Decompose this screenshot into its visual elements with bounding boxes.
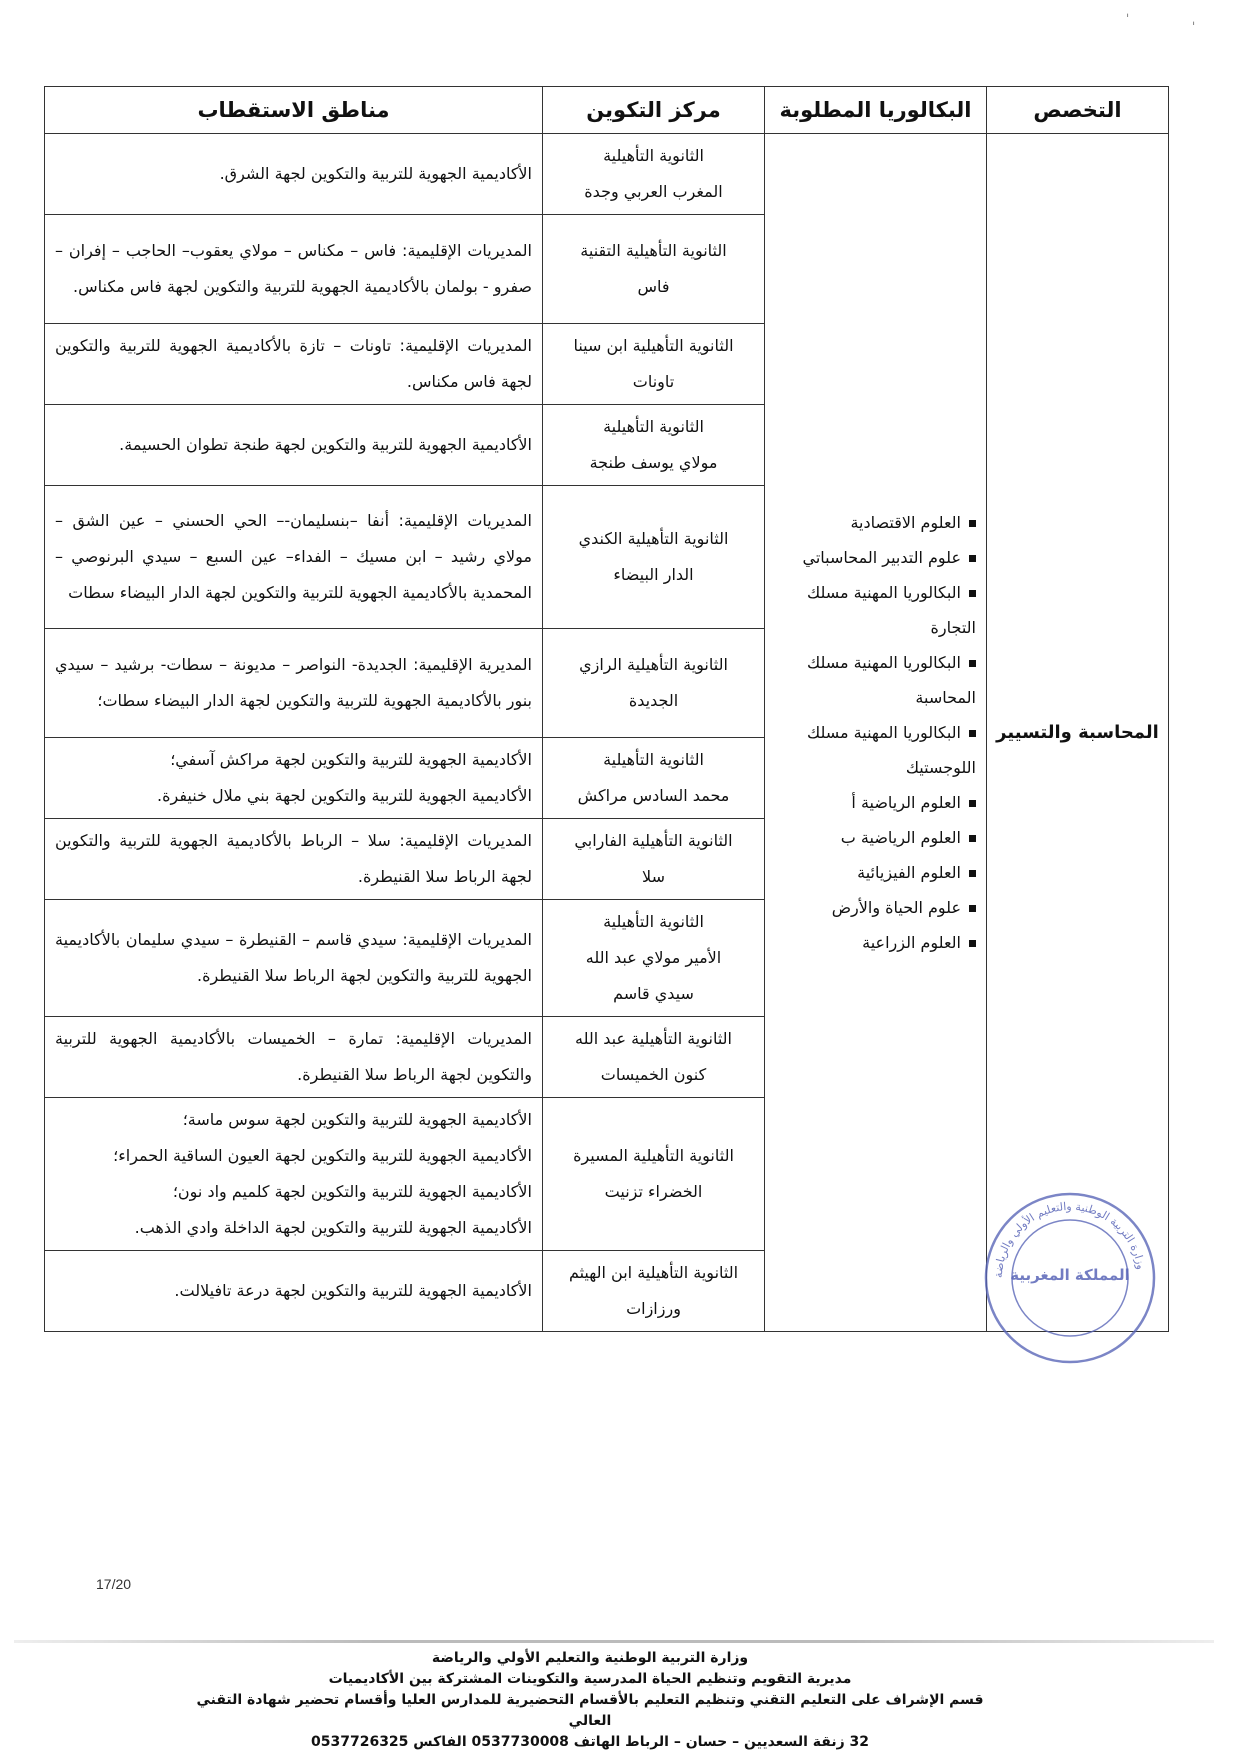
center-line: كنون الخميسات <box>600 1065 707 1084</box>
zone-line: الأكاديمية الجهوية للتربية والتكوين لجهة العيون الساقية الحمراء؛ <box>113 1146 532 1165</box>
center-line: الثانوية التأهيلية الرازي <box>579 655 728 674</box>
bullet-square-icon <box>969 730 976 737</box>
list-item <box>775 785 976 820</box>
bullet-square-icon <box>969 590 976 597</box>
center-line: الثانوية التأهيلية ابن الهيثم <box>568 1263 739 1282</box>
center-line: ورزازات <box>626 1299 681 1318</box>
bullet-square-icon <box>969 835 976 842</box>
center-line: الثانوية التأهيلية التقنية <box>580 241 727 260</box>
bac-label: البكالوريا المهنية مسلك المحاسبة <box>806 653 976 707</box>
center-line: الخضراء تزنيت <box>604 1182 703 1201</box>
zone-line: الأكاديمية الجهوية للتربية والتكوين لجهة كلميم واد نون؛ <box>172 1182 532 1201</box>
header-baccalaureate: البكالوريا المطلوبة <box>765 87 987 134</box>
footer-directorate: مديرية التقويم وتنظيم الحياة المدرسية والتكوينات المشتركة بين الأكاديميات <box>328 1671 852 1687</box>
bullet-square-icon <box>969 940 976 947</box>
center-line: تاونات <box>632 372 675 391</box>
bullet-square-icon <box>969 555 976 562</box>
center-cell <box>543 1098 765 1251</box>
bullet-square-icon <box>969 660 976 667</box>
bac-label: العلوم الفيزيائية <box>857 863 961 882</box>
center-line: الأمير مولاي عبد الله <box>585 948 722 967</box>
list-item <box>775 645 976 715</box>
zones-cell <box>45 738 543 819</box>
center-line: المغرب العربي وجدة <box>584 182 723 201</box>
bac-label: علوم التدبير المحاسباتي <box>802 548 961 567</box>
header-specialty: التخصص <box>987 87 1169 134</box>
zone-line: المديريات الإقليمية: سيدي قاسم – القنيطرة – سيدي سليمان بالأكاديمية الجهوية للتربية والتكوين لجهة الرباط سلا القنيطرة. <box>55 930 532 985</box>
center-line: سيدي قاسم <box>613 984 694 1003</box>
specialty-cell: المحاسبة والتسيير <box>987 134 1169 1332</box>
center-cell <box>543 405 765 486</box>
center-line: مولاي يوسف طنجة <box>589 453 718 472</box>
zone-line: الأكاديمية الجهوية للتربية والتكوين لجهة بني ملال خنيفرة. <box>157 786 532 805</box>
header-center: مركز التكوين <box>543 87 765 134</box>
footer-division: قسم الإشراف على التعليم التقني وتنظيم التعليم بالأقسام التحضيرية للمدارس العليا وأقسام تحضير شهادة التقني العالي <box>196 1692 984 1729</box>
zones-cell <box>45 324 543 405</box>
center-line: الدار البيضاء <box>613 565 694 584</box>
zones-cell <box>45 1017 543 1098</box>
official-stamp <box>980 1188 1160 1368</box>
zone-line: المديريات الإقليمية: تمارة – الخميسات بالأكاديمية الجهوية للتربية والتكوين لجهة الرباط سلا القنيطرة. <box>55 1029 532 1084</box>
list-item <box>775 890 976 925</box>
list-item <box>775 855 976 890</box>
bac-label: علوم الحياة والأرض <box>831 898 961 917</box>
center-cell <box>543 486 765 629</box>
center-line: محمد السادس مراكش <box>577 786 730 805</box>
center-line: الجديدة <box>628 691 679 710</box>
list-item <box>775 575 976 645</box>
zone-line: الأكاديمية الجهوية للتربية والتكوين لجهة سوس ماسة؛ <box>182 1110 532 1129</box>
zone-line: المديريات الإقليمية: فاس – مكناس – مولاي يعقوب– الحاجب – إفران – صفرو - بولمان بالأكاديمية الجهوية للتربية والتكوين لجهة فاس مكناس. <box>55 241 532 296</box>
bac-label: البكالوريا المهنية مسلك التجارة <box>806 583 976 637</box>
center-line: الثانوية التأهيلية <box>603 750 704 769</box>
zone-line: المديريات الإقليمية: سلا – الرباط بالأكاديمية الجهوية للتربية والتكوين لجهة الرباط سلا القنيطرة. <box>55 831 532 886</box>
center-line: سلا <box>642 867 665 886</box>
training-centers-table <box>44 86 1169 1332</box>
baccalaureate-cell <box>765 134 987 1332</box>
zones-cell <box>45 1098 543 1251</box>
zones-cell <box>45 900 543 1017</box>
zones-cell <box>45 486 543 629</box>
stamp-outer-text: وزارة التربية الوطنية والتعليم الأولي والرياضة <box>991 1199 1148 1279</box>
zones-cell <box>45 819 543 900</box>
center-line: الثانوية التأهيلية المسيرة <box>573 1146 734 1165</box>
center-cell <box>543 324 765 405</box>
list-item <box>775 540 976 575</box>
table-row <box>45 134 1169 215</box>
zones-cell <box>45 629 543 738</box>
footer-divider <box>14 1640 1214 1643</box>
bac-label: العلوم الزراعية <box>862 933 961 952</box>
footer-address: 32 زنقة السعديين – حسان – الرباط الهاتف 0537730008 الفاكس 0537726325 <box>311 1734 869 1750</box>
footer-ministry: وزارة التربية الوطنية والتعليم الأولي والرياضة <box>431 1650 749 1666</box>
footer <box>180 1648 1000 1753</box>
bullet-square-icon <box>969 905 976 912</box>
zone-line: الأكاديمية الجهوية للتربية والتكوين لجهة الداخلة وادي الذهب. <box>134 1218 532 1237</box>
bac-label: البكالوريا المهنية مسلك اللوجستيك <box>806 723 976 777</box>
list-item <box>775 715 976 785</box>
list-item <box>775 820 976 855</box>
center-cell <box>543 1251 765 1332</box>
zones-cell <box>45 1251 543 1332</box>
zone-line: المديريات الإقليمية: أنفا –بنسليمان-– الحي الحسني – عين الشق – مولاي رشيد – ابن مسيك – الفداء– عين السبع – سيدي البرنوصي – المحمدية بالأكاديمية الجهوية للتربية والتكوين لجهة الدار البيضاء سطات <box>55 511 532 602</box>
page-number: 17/20 <box>96 1576 132 1592</box>
center-cell <box>543 134 765 215</box>
center-line: الثانوية التأهيلية ابن سينا <box>573 336 734 355</box>
center-cell <box>543 629 765 738</box>
bullet-square-icon <box>969 520 976 527</box>
center-cell <box>543 1017 765 1098</box>
bullet-square-icon <box>969 870 976 877</box>
zone-line: الأكاديمية الجهوية للتربية والتكوين لجهة مراكش آسفي؛ <box>170 750 532 769</box>
center-cell <box>543 738 765 819</box>
center-line: الثانوية التأهيلية الفارابي <box>574 831 733 850</box>
list-item <box>775 505 976 540</box>
zone-line: الأكاديمية الجهوية للتربية والتكوين لجهة الشرق. <box>219 164 532 183</box>
zones-cell <box>45 134 543 215</box>
center-line: الثانوية التأهيلية <box>603 146 704 165</box>
bac-label: العلوم الاقتصادية <box>850 513 961 532</box>
list-item <box>775 925 976 960</box>
scan-mark: ˌ <box>1192 12 1196 26</box>
zone-line: الأكاديمية الجهوية للتربية والتكوين لجهة طنجة تطوان الحسيمة. <box>119 435 532 454</box>
zones-cell <box>45 405 543 486</box>
center-cell <box>543 819 765 900</box>
center-line: الثانوية التأهيلية <box>603 417 704 436</box>
header-zones: مناطق الاستقطاب <box>45 87 543 134</box>
table-header-row <box>45 87 1169 134</box>
bac-label: العلوم الرياضية أ <box>851 793 961 812</box>
center-line: الثانوية التأهيلية الكندي <box>578 529 729 548</box>
center-line: فاس <box>637 277 670 296</box>
zones-cell <box>45 215 543 324</box>
scan-mark: ˈ <box>1126 12 1130 26</box>
zone-line: الأكاديمية الجهوية للتربية والتكوين لجهة درعة تافيلالت. <box>174 1281 532 1300</box>
center-cell <box>543 215 765 324</box>
bac-label: العلوم الرياضية ب <box>840 828 961 847</box>
center-line: الثانوية التأهيلية عبد الله <box>575 1029 732 1048</box>
zone-line: المديرية الإقليمية: الجديدة- النواصر – مديونة – سطات- برشيد – سيدي بنور بالأكاديمية الجهوية للتربية والتكوين لجهة الدار البيضاء سطات؛ <box>55 655 532 710</box>
baccalaureate-list <box>775 505 976 960</box>
zone-line: المديريات الإقليمية: تاونات – تازة بالأكاديمية الجهوية للتربية والتكوين لجهة فاس مكناس. <box>55 336 532 391</box>
center-line: الثانوية التأهيلية <box>603 912 704 931</box>
stamp-inner-text: المملكة المغربية <box>1010 1266 1130 1284</box>
center-cell <box>543 900 765 1017</box>
bullet-square-icon <box>969 800 976 807</box>
